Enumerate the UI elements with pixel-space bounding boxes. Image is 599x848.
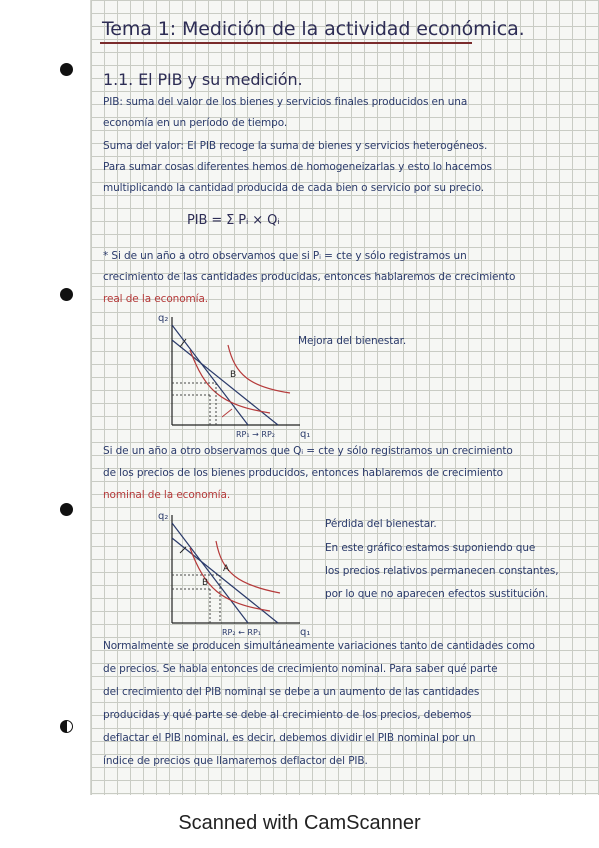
paragraph-line: Normalmente se producen simultáneamente variaciones tanto de cantidades como — [103, 640, 535, 652]
graph-note: Mejora del bienestar. — [298, 335, 407, 347]
budget-line-1 — [172, 523, 248, 623]
point-label-b: B — [202, 578, 209, 588]
budget-line-1 — [172, 325, 248, 425]
shift-label: RP₂ ← RP₁ — [222, 628, 261, 637]
y-axis-label: q₂ — [158, 511, 169, 522]
suma-valor: Para sumar cosas diferentes hemos de homogeneizarlas y esto lo hacemos — [103, 161, 492, 173]
budget-line-2 — [172, 340, 278, 425]
graph-nominal-growth — [150, 503, 320, 638]
binder-hole — [60, 63, 73, 76]
crecimiento-nominal: Si de un año a otro observamos que Qᵢ = cte y sólo registramos un crecimiento — [103, 445, 513, 457]
scanner-watermark: Scanned with CamScanner — [178, 812, 421, 834]
paragraph-line: producidas y qué parte se debe al crecimiento de los precios, debemos — [103, 709, 472, 721]
paragraph-line: índice de precios que llamaremos deflactor del PIB. — [103, 755, 368, 767]
indifference-curve-1 — [190, 350, 270, 413]
title-underline — [100, 42, 472, 44]
x-axis-label: q₁ — [300, 627, 311, 638]
pib-formula: PIB = Σ Pᵢ × Qᵢ — [187, 213, 280, 228]
crecimiento-real: crecimiento de las cantidades producidas, entonces hablaremos de crecimiento — [103, 271, 516, 283]
point-label-a: A — [223, 564, 230, 574]
graph-note: Pérdida del bienestar. — [325, 518, 437, 530]
binder-hole — [60, 503, 73, 516]
paragraph-line: de precios. Se habla entonces de crecimiento nominal. Para saber qué parte — [103, 663, 498, 675]
paragraph-line: deflactar el PIB nominal, es decir, debemos dividir el PIB nominal por un — [103, 732, 476, 744]
arrow — [180, 547, 186, 553]
budget-line-2 — [172, 538, 278, 623]
binder-hole — [60, 720, 73, 733]
paragraph-line: del crecimiento del PIB nominal se debe a un aumento de las cantidades — [103, 686, 480, 698]
suma-valor: multiplicando la cantidad producida de cada bien o servicio por su precio. — [103, 182, 484, 194]
crecimiento-nominal: de los precios de los bienes producidos, entonces hablaremos de crecimiento — [103, 467, 503, 479]
x-axis-label: q₁ — [300, 429, 311, 440]
y-axis-label: q₂ — [158, 313, 169, 324]
suma-valor: Suma del valor: El PIB recoge la suma de bienes y servicios heterogéneos. — [103, 140, 488, 152]
graph-note: por lo que no aparecen efectos sustitución. — [325, 588, 549, 600]
arrow — [222, 409, 232, 417]
graph-note: En este gráfico estamos suponiendo que — [325, 542, 536, 554]
graph-note: los precios relativos permanecen constantes, — [325, 565, 559, 577]
pib-definition: PIB: suma del valor de los bienes y servicios finales producidos en una — [103, 96, 468, 108]
page-title: Tema 1: Medición de la actividad económica. — [102, 18, 525, 40]
crecimiento-nominal: nominal de la economía. — [103, 489, 231, 501]
pib-definition: economía en un período de tiempo. — [103, 117, 288, 129]
indifference-curve-2 — [228, 345, 290, 393]
crecimiento-real: * Si de un año a otro observamos que si Pᵢ = cte y sólo registramos un — [103, 250, 467, 262]
binder-hole — [60, 288, 73, 301]
point-label: B — [230, 370, 237, 380]
crecimiento-real: real de la economía. — [103, 293, 209, 305]
section-heading: 1.1. El PIB y su medición. — [103, 70, 303, 89]
shift-label: RP₁ → RP₂ — [236, 430, 275, 439]
graph-real-growth — [150, 305, 320, 440]
